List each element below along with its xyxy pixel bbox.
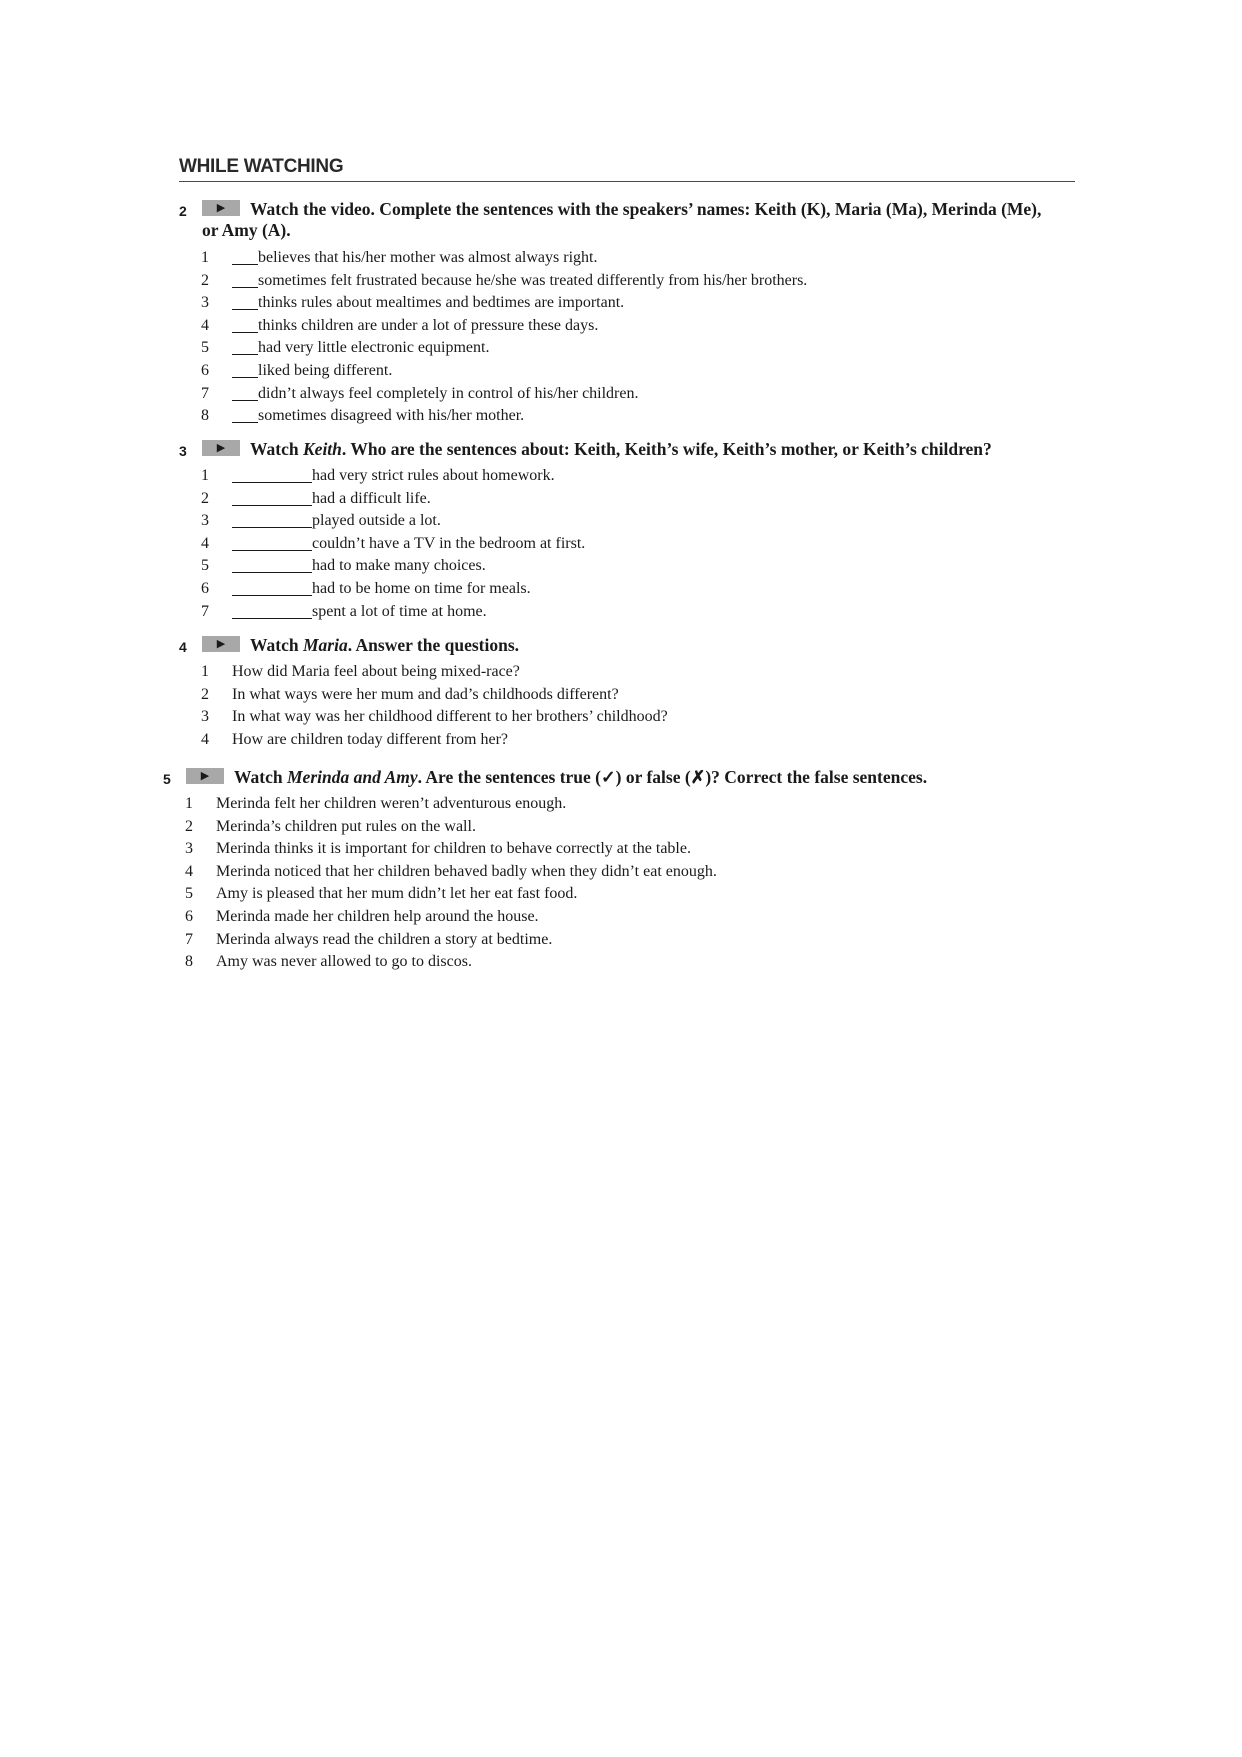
list-item (201, 383, 1101, 406)
section-heading: WHILE WATCHING (179, 156, 1075, 182)
list-item (201, 465, 1101, 488)
item-text: How did Maria feel about being mixed-race? (232, 663, 520, 680)
list-item (201, 247, 1101, 270)
play-icon[interactable]: ▶ (186, 768, 224, 784)
answer-blank[interactable] (232, 295, 258, 310)
item-text: Merinda’s children put rules on the wall. (216, 817, 476, 835)
item-number: 3 (201, 294, 209, 312)
item-text: Merinda thinks it is important for children to behave correctly at the table. (216, 840, 691, 858)
item-text: thinks rules about mealtimes and bedtimes are important. (258, 294, 625, 312)
list-item (201, 270, 1101, 293)
item-number: 5 (201, 339, 209, 357)
item-text: thinks children are under a lot of pressure these days. (258, 316, 599, 334)
item-text: didn’t always feel completely in control of his/her children. (258, 384, 639, 402)
item-number: 3 (201, 512, 209, 530)
item-number: 3 (185, 840, 193, 858)
answer-blank[interactable] (232, 581, 312, 596)
answer-blank[interactable] (232, 558, 312, 573)
list-item (201, 292, 1101, 315)
list-item (185, 816, 1105, 839)
list-item (185, 929, 1105, 952)
item-text: In what way was her childhood different to her brothers’ childhood? (232, 708, 668, 726)
exercise-header (179, 635, 1079, 656)
answer-blank[interactable] (232, 250, 258, 265)
list-item (201, 601, 1101, 624)
item-text: believes that his/her mother was almost always right. (258, 249, 598, 266)
exercise-instruction-line2: or Amy (A). (202, 220, 291, 240)
item-number: 1 (201, 249, 209, 266)
exercise-number: 2 (179, 203, 187, 219)
exercise-number: 3 (179, 443, 187, 459)
item-text: Amy was never allowed to go to discos. (216, 953, 472, 971)
list-item (185, 861, 1105, 884)
list-item (201, 533, 1101, 556)
item-text: In what ways were her mum and dad’s childhoods different? (232, 685, 619, 703)
answer-blank[interactable] (232, 536, 312, 551)
play-icon[interactable]: ▶ (202, 200, 240, 216)
item-text: had a difficult life. (312, 489, 431, 507)
play-icon[interactable]: ▶ (202, 440, 240, 456)
item-text: How are children today different from her? (232, 730, 509, 748)
item-number: 4 (201, 730, 209, 748)
answer-blank[interactable] (232, 604, 312, 619)
list-item (185, 906, 1105, 929)
exercise-number: 4 (179, 639, 187, 655)
item-text: liked being different. (258, 361, 393, 379)
item-number: 7 (201, 384, 209, 402)
item-number: 2 (201, 685, 209, 703)
item-number: 7 (201, 602, 209, 620)
exercise-instruction: Watch the video. Complete the sentences with the speakers’ names: Keith (K), Maria (Ma), Merinda (Me), (250, 199, 1042, 219)
item-text: had very strict rules about homework. (312, 467, 555, 484)
answer-blank[interactable] (232, 513, 312, 528)
list-item (201, 555, 1101, 578)
item-text: spent a lot of time at home. (312, 602, 487, 620)
answer-blank[interactable] (232, 468, 312, 483)
item-text: Merinda felt her children weren’t adventurous enough. (216, 795, 567, 812)
list-item (201, 510, 1101, 533)
exercise-items (185, 793, 1105, 974)
list-item (201, 337, 1101, 360)
answer-blank[interactable] (232, 340, 258, 355)
answer-blank[interactable] (232, 386, 258, 401)
exercise-header (163, 767, 1083, 788)
answer-blank[interactable] (232, 273, 258, 288)
list-item (185, 793, 1105, 816)
item-text: Merinda made her children help around the house. (216, 907, 539, 925)
list-item (201, 405, 1101, 428)
item-number: 5 (201, 557, 209, 575)
list-item (201, 315, 1101, 338)
list-item (185, 951, 1105, 974)
exercise-header (179, 199, 1079, 241)
play-icon[interactable]: ▶ (202, 636, 240, 652)
item-number: 4 (201, 316, 209, 334)
item-text: had to be home on time for meals. (312, 579, 531, 597)
answer-blank[interactable] (232, 363, 258, 378)
item-text: Merinda always read the children a story at bedtime. (216, 930, 553, 948)
item-number: 1 (185, 795, 193, 812)
item-number: 2 (201, 489, 209, 507)
list-item (201, 729, 1101, 752)
item-number: 1 (201, 467, 209, 484)
item-number: 6 (185, 907, 193, 925)
exercise-4 (179, 635, 1079, 751)
item-text: had to make many choices. (312, 557, 486, 575)
item-number: 6 (201, 579, 209, 597)
item-number: 5 (185, 885, 193, 903)
list-item (201, 488, 1101, 511)
exercise-instruction: Watch Maria. Answer the questions. (250, 635, 520, 655)
answer-blank[interactable] (232, 318, 258, 333)
exercise-number: 5 (163, 771, 171, 787)
exercise-2 (179, 199, 1079, 428)
list-item (201, 360, 1101, 383)
item-number: 4 (201, 534, 209, 552)
exercise-instruction: Watch Keith. Who are the sentences about: Keith, Keith’s wife, Keith’s mother, or Keith’s children? (250, 439, 992, 459)
exercise-items (201, 465, 1101, 623)
exercise-5 (163, 767, 1083, 974)
item-number: 8 (185, 953, 193, 971)
list-item (201, 706, 1101, 729)
item-text: had very little electronic equipment. (258, 339, 490, 357)
list-item (185, 883, 1105, 906)
list-item (201, 684, 1101, 707)
list-item (185, 838, 1105, 861)
exercise-items (201, 247, 1101, 428)
item-text: sometimes felt frustrated because he/she was treated differently from his/her brothers. (258, 271, 808, 289)
item-number: 6 (201, 361, 209, 379)
item-text: Merinda noticed that her children behaved badly when they didn’t eat enough. (216, 862, 717, 880)
list-item (201, 661, 1101, 684)
exercise-items (201, 661, 1101, 751)
item-text: Amy is pleased that her mum didn’t let her eat fast food. (216, 885, 578, 903)
item-number: 2 (185, 817, 193, 835)
item-number: 7 (185, 930, 193, 948)
list-item (201, 578, 1101, 601)
exercise-instruction: Watch Merinda and Amy. Are the sentences true (✓) or false (✗)? Correct the false sentences. (234, 767, 928, 787)
item-number: 4 (185, 862, 193, 880)
item-number: 8 (201, 407, 209, 425)
item-number: 2 (201, 271, 209, 289)
exercise-header (179, 439, 1079, 460)
answer-blank[interactable] (232, 408, 258, 423)
exercise-3 (179, 439, 1079, 623)
item-number: 3 (201, 708, 209, 726)
item-text: sometimes disagreed with his/her mother. (258, 407, 525, 425)
item-text: couldn’t have a TV in the bedroom at first. (312, 534, 586, 552)
item-number: 1 (201, 663, 209, 680)
answer-blank[interactable] (232, 491, 312, 506)
item-text: played outside a lot. (312, 512, 441, 530)
